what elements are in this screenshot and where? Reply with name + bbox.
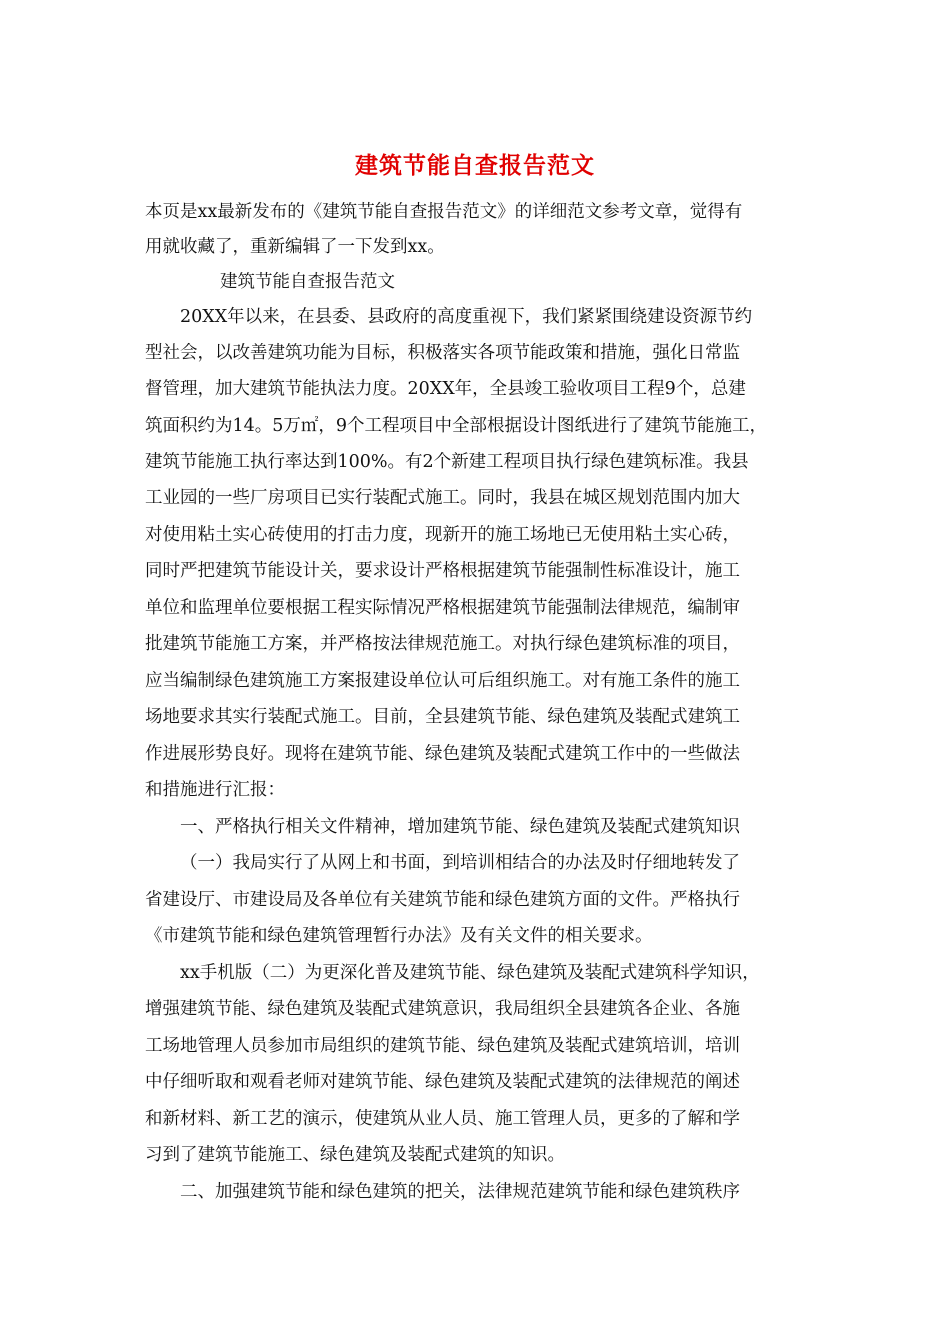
document-title: 建筑节能自查报告范文 <box>355 152 595 179</box>
subtitle-line: 建筑节能自查报告范文 <box>220 272 395 292</box>
text-line: 型社会，以改善建筑功能为目标，积极落实各项节能政策和措施，强化日常监 <box>145 343 740 363</box>
text-line: 《市建筑节能和绿色建筑管理暂行办法》及有关文件的相关要求。 <box>145 926 653 946</box>
text-line: 单位和监理单位要根据工程实际情况严格根据建筑节能强制法律规范，编制审 <box>145 598 740 618</box>
text-line: 筑面积约为14。5万㎡，9个工程项目中全部根据设计图纸进行了建筑节能施工， <box>145 416 768 436</box>
text-line: 应当编制绿色建筑施工方案报建设单位认可后组织施工。对有施工条件的施工 <box>145 671 740 691</box>
text-line: 建筑节能施工执行率达到100%。有2个新建工程项目执行绿色建筑标准。我县 <box>145 452 749 472</box>
text-line: 督管理，加大建筑节能执法力度。20XX年，全县竣工验收项目工程9个，总建 <box>145 379 746 399</box>
section-heading: 二、加强建筑节能和绿色建筑的把关，法律规范建筑节能和绿色建筑秩序 <box>180 1182 740 1202</box>
section-heading: 一、严格执行相关文件精神，增加建筑节能、绿色建筑及装配式建筑知识 <box>180 817 740 837</box>
text-line: 对使用粘土实心砖使用的打击力度，现新开的施工场地已无使用粘土实心砖， <box>145 525 740 545</box>
text-line: 工业园的一些厂房项目已实行装配式施工。同时，我县在城区规划范围内加大 <box>145 488 740 508</box>
text-line: 和新材料、新工艺的演示，使建筑从业人员、施工管理人员，更多的了解和学 <box>145 1109 740 1129</box>
text-line: 习到了建筑节能施工、绿色建筑及装配式建筑的知识。 <box>145 1145 565 1165</box>
text-line: 增强建筑节能、绿色建筑及装配式建筑意识，我局组织全县建筑各企业、各施 <box>145 999 740 1019</box>
text-line: 作进展形势良好。现将在建筑节能、绿色建筑及装配式建筑工作中的一些做法 <box>145 744 740 764</box>
text-line: 用就收藏了，重新编辑了一下发到xx。 <box>145 237 445 257</box>
text-line: 本页是xx最新发布的《建筑节能自查报告范文》的详细范文参考文章，觉得有 <box>145 202 743 222</box>
text-line: 工场地管理人员参加市局组织的建筑节能、绿色建筑及装配式建筑培训，培训 <box>145 1036 740 1056</box>
text-line: 和措施进行汇报： <box>145 780 285 800</box>
text-line: 省建设厅、市建设局及各单位有关建筑节能和绿色建筑方面的文件。严格执行 <box>145 890 740 910</box>
text-line: （一）我局实行了从网上和书面，到培训相结合的办法及时仔细地转发了 <box>180 853 740 873</box>
text-line: 场地要求其实行装配式施工。目前，全县建筑节能、绿色建筑及装配式建筑工 <box>145 707 740 727</box>
text-line: xx手机版（二）为更深化普及建筑节能、绿色建筑及装配式建筑科学知识， <box>180 963 760 983</box>
text-line: 同时严把建筑节能设计关，要求设计严格根据建筑节能强制性标准设计，施工 <box>145 561 740 581</box>
text-line: 中仔细听取和观看老师对建筑节能、绿色建筑及装配式建筑的法律规范的阐述 <box>145 1072 740 1092</box>
text-line: 批建筑节能施工方案，并严格按法律规范施工。对执行绿色建筑标准的项目， <box>145 634 740 654</box>
text-line: 20XX年以来，在县委、县政府的高度重视下，我们紧紧围绕建设资源节约 <box>180 307 753 327</box>
